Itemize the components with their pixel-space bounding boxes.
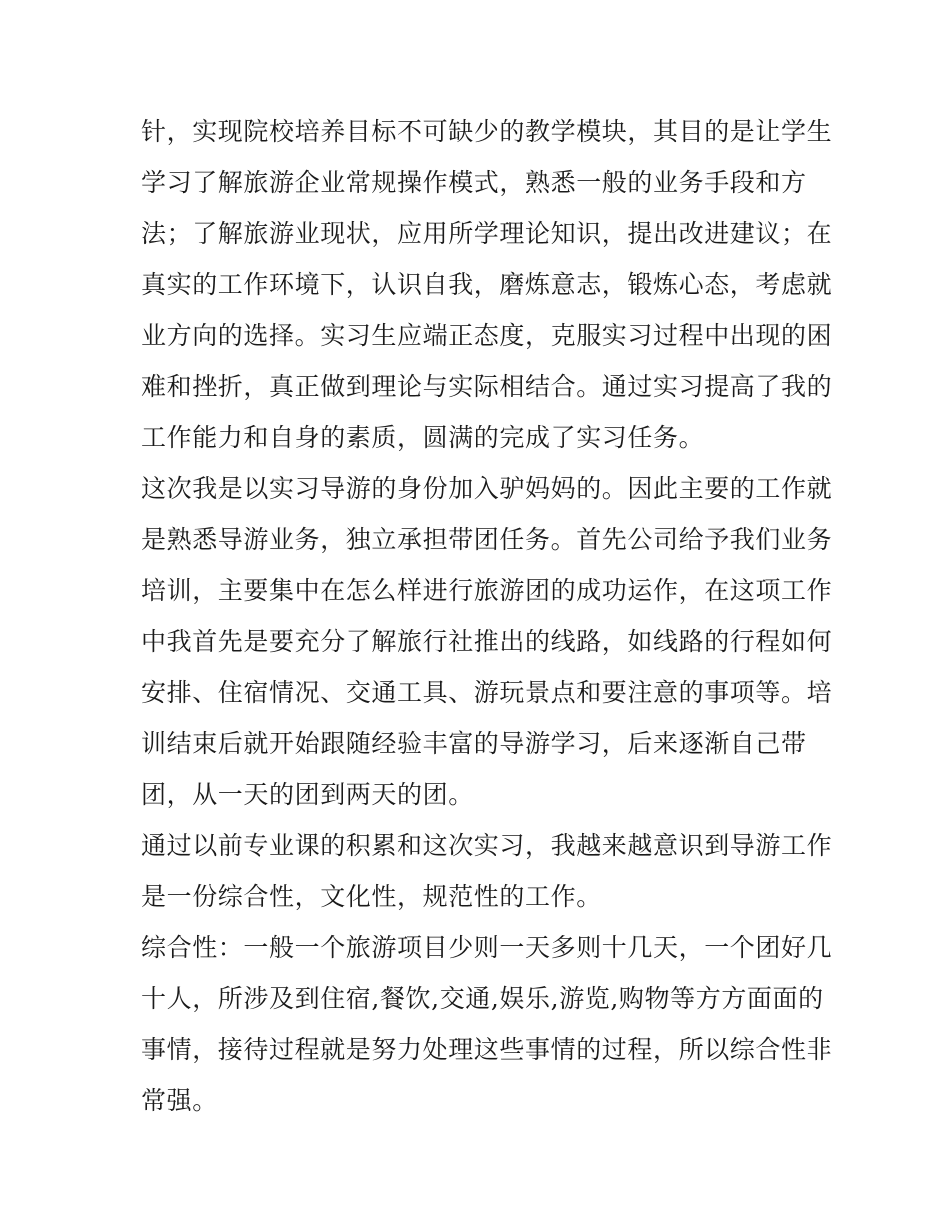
text-line: 常强。 (141, 1086, 218, 1115)
text-line: 中我首先是要充分了解旅行社推出的线路，如线路的行程如何 (141, 627, 833, 656)
text-line: 安排、住宿情况、交通工具、游玩景点和要注意的事项等。培 (141, 678, 833, 707)
text-line: 学习了解旅游企业常规操作模式，熟悉一般的业务手段和方 (141, 168, 807, 197)
text-line: 通过以前专业课的积累和这次实习，我越来越意识到导游工作 (141, 831, 833, 860)
text-line: 训结束后就开始跟随经验丰富的导游学习，后来逐渐自己带 (141, 729, 807, 758)
text-line: 真实的工作环境下，认识自我，磨炼意志，锻炼心态，考虑就 (141, 270, 833, 299)
paragraph-guide-work-nature (141, 820, 833, 922)
text-line: 团，从一天的团到两天的团。 (141, 780, 474, 809)
text-line: 难和挫折，真正做到理论与实际相结合。通过实习提高了我的 (141, 372, 833, 401)
text-line: 事情，接待过程就是努力处理这些事情的过程，所以综合性非 (141, 1035, 833, 1064)
text-line: 十人，所涉及到住宿,餐饮,交通,娱乐,游览,购物等方方面面的 (141, 984, 824, 1013)
text-line: 综合性：一般一个旅游项目少则一天多则十几天，一个团好几 (141, 933, 833, 962)
text-line: 工作能力和自身的素质，圆满的完成了实习任务。 (141, 423, 705, 452)
paragraph-comprehensiveness (141, 922, 833, 1126)
text-line: 业方向的选择。实习生应端正态度，克服实习过程中出现的困 (141, 321, 833, 350)
text-line: 是熟悉导游业务，独立承担带团任务。首先公司给予我们业务 (141, 525, 833, 554)
text-line: 针，实现院校培养目标不可缺少的教学模块，其目的是让学生 (141, 117, 833, 146)
text-line: 培训，主要集中在怎么样进行旅游团的成功运作，在这项工作 (141, 576, 833, 605)
paragraph-internship-purpose (141, 106, 833, 463)
paragraph-guide-role (141, 463, 833, 820)
text-line: 这次我是以实习导游的身份加入驴妈妈的。因此主要的工作就 (141, 474, 833, 503)
text-line: 是一份综合性，文化性，规范性的工作。 (141, 882, 602, 911)
document-body (141, 106, 833, 1126)
text-line: 法；了解旅游业现状，应用所学理论知识，提出改进建议；在 (141, 219, 833, 248)
